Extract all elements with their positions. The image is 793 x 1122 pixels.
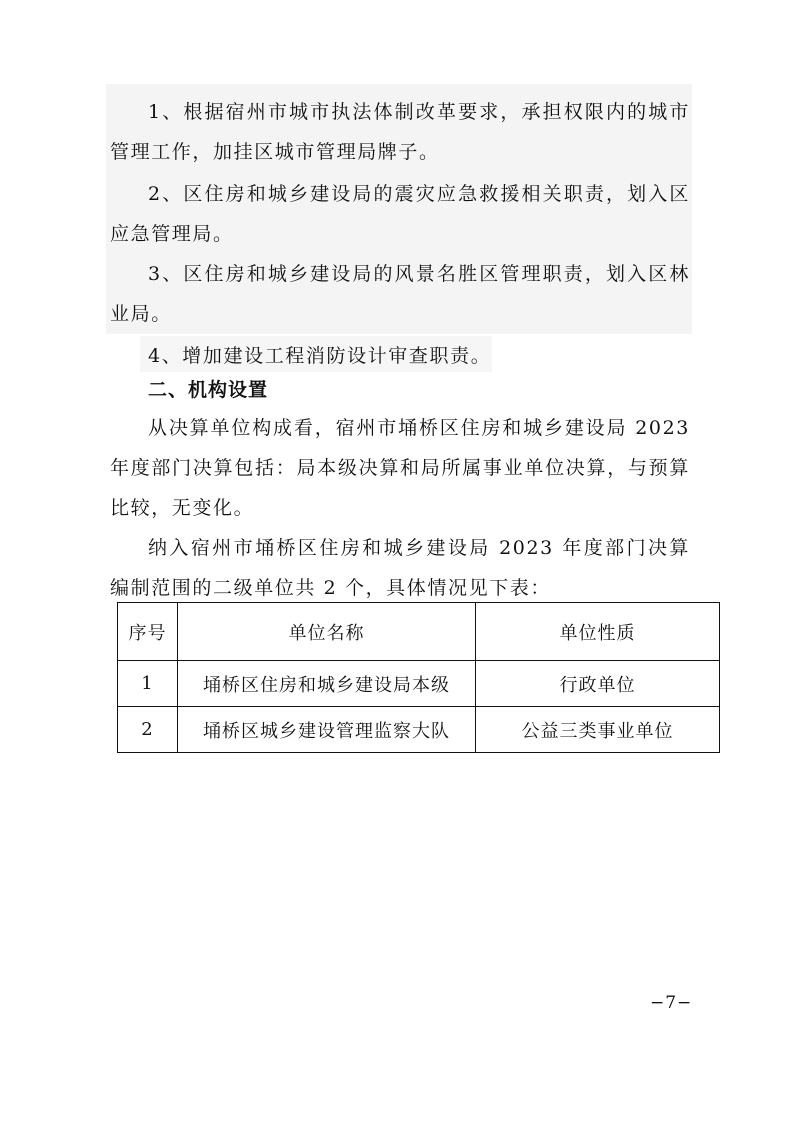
page-number: −7− <box>650 993 693 1013</box>
paragraph-item-1: 1、根据宿州市城市执法体制改革要求，承担权限内的城市管理工作，加挂区城市管理局牌子。 <box>110 101 690 163</box>
paragraph-scope: 纳入宿州市埇桥区住房和城乡建设局 2023 年度部门决算编制范围的二级单位共 2 个，具体情况见下表： <box>110 537 690 599</box>
cell-index: 2 <box>118 707 178 753</box>
section-heading: 二、机构设置 <box>148 379 269 401</box>
table-header-row <box>118 603 720 661</box>
cell-unit-name: 埇桥区城乡建设管理监察大队 <box>178 707 476 753</box>
cell-unit-type: 行政单位 <box>476 661 720 707</box>
header-unit-name: 单位名称 <box>178 603 476 661</box>
cell-unit-name: 埇桥区住房和城乡建设局本级 <box>178 661 476 707</box>
table-row <box>118 661 720 707</box>
header-index: 序号 <box>118 603 178 661</box>
header-unit-type: 单位性质 <box>476 603 720 661</box>
paragraph-composition: 从决算单位构成看，宿州市埇桥区住房和城乡建设局 2023 年度部门决算包括：局本级决算和局所属事业单位决算，与预算比较，无变化。 <box>110 417 690 519</box>
paragraph-item-2: 2、区住房和城乡建设局的震灾应急救援相关职责，划入区应急管理局。 <box>110 183 690 245</box>
paragraph-item-4: 4、增加建设工程消防设计审查职责。 <box>148 345 492 367</box>
units-table <box>117 602 720 753</box>
paragraph-item-3: 3、区住房和城乡建设局的风景名胜区管理职责，划入区林业局。 <box>110 263 690 325</box>
cell-index: 1 <box>118 661 178 707</box>
cell-unit-type: 公益三类事业单位 <box>476 707 720 753</box>
table-row <box>118 707 720 753</box>
